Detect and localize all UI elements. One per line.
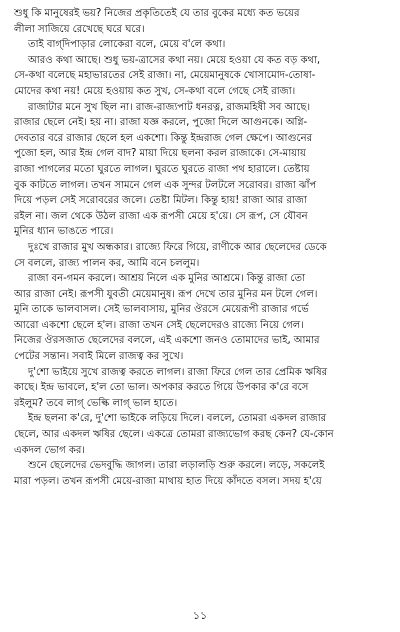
text-line: রইলুম? তবে লাগ্‌ ভেল্কি লাগ্‌ ভাল হাতে। bbox=[14, 397, 178, 409]
text-line: মোদের কথা নয়! মেয়ে হওয়ায় কত সুখ, সে-কথা বলে গেছে সেই রাজা। bbox=[14, 85, 296, 97]
text-line: রাজাটার মনে সুখ ছিল না। রাজ-রাজ্যপাট ধনরত্ন, রাজমহিষী সব আছে। bbox=[28, 101, 311, 113]
text-line: আর রাজা নেই। রূপসী যুবতী মেয়েমানুষ। রূপ দেখে তার মুনির মন টলে গেল। bbox=[14, 288, 318, 300]
text-line: রাজা বন-গমন করলে। আশ্রয় নিলে এক মুনির আশ্রমে। কিন্তু রাজা তো bbox=[28, 273, 306, 285]
text-line: পেটের সন্তান। সবাই মিলে রাজত্ব কর সুখে। bbox=[14, 351, 184, 363]
text-line: বুক কাটতে লাগল। তখন সামনে গেল এক সুন্দর টলটলে সরোবর। রাজা ঝাঁপ bbox=[14, 179, 317, 191]
text-line: পুজো হল, আর ইন্দ্র গেল বাদ? মায়া দিয়ে ছলনা করল রাজাকে। সে-মায়ায় bbox=[14, 148, 306, 160]
text-line: আরও কথা আছে। শুধু ভয়-ত্রাসের কথা নয়। মেয়ে হওয়া যে কত বড় কথা, bbox=[28, 54, 321, 66]
text-line: রইল না। জল থেকে উঠল রাজা এক রূপসী মেয়ে হ'য়ে। সে রূপ, সে যৌবন bbox=[14, 210, 308, 222]
text-line: দেবতার বরে রাজার ছেলে হল একশো। কিন্তু ইন্দ্ররাজ গেল ক্ষেপে। আগুনের bbox=[14, 132, 313, 144]
text-line: রাজা পাগলের মতো ঘুরতে লাগল। ঘুরতে ঘুরতে রাজা পথ হারালে। তেষ্টায় bbox=[14, 163, 310, 175]
text-line: শুনে ছেলেদের ভেদবুদ্ধি জাগল। তারা লড়ালড়ি শুরু করলে। লড়ে, সকলেই bbox=[28, 460, 325, 472]
text-line: সে বললে, রাজ্য পালন কর, আমি বনে চললুম। bbox=[14, 257, 200, 269]
body-text bbox=[14, 6, 386, 489]
text-line: ইন্দ্র ছলনা ক'রে, দু'শো ভাইকে লড়িয়ে দিলে। বললে, তোমরা একদল রাজার bbox=[28, 413, 327, 425]
text-line: মুনির ধ্যান ভাঙতে পারে। bbox=[14, 226, 114, 238]
page-number: ১১ bbox=[192, 609, 208, 622]
text-line: মুনি তাকে ভালবাসল। সেই ভালবাসায়, মুনির ঔরসে মেয়েরূপী রাজার গর্ভে bbox=[14, 304, 309, 316]
text-line: লীলা সাজিয়ে রেখেছে ঘরে ঘরে। bbox=[14, 23, 145, 35]
text-line: একদল ভোগ কর। bbox=[14, 444, 85, 456]
text-line: কাছে। ইন্দ্র ভাবলে, হ'ল তো ভাল। অপকার করতে গিয়ে উপকার ক'রে বসে bbox=[14, 382, 309, 394]
text-line: দিয়ে পড়ল সেই সরোবরের জলে। তেষ্টা মিটল। কিন্তু হায়! রাজা আর রাজা bbox=[14, 195, 307, 207]
text-line: ছেলে, আর একদল ঋষির ছেলে। একত্রে তোমরা রাজ্যভোগ করছ কেন? যে-কোন bbox=[14, 429, 334, 441]
text-line: নিজের ঔরসজাত ছেলেদের বললে, এই একশো জনও তোমাদের ভাই, আমার bbox=[14, 335, 320, 347]
text-line: মারা পড়ল। তখন রূপসী মেয়ে-রাজা মাথায় হাত দিয়ে কাঁদতে বসল। সদয় হ'য়ে bbox=[14, 475, 322, 487]
text-line: দু'শো ভাইয়ে সুখে রাজত্ব করতে লাগল। রাজা ফিরে গেল তার প্রেমিক ঋষির bbox=[28, 366, 328, 378]
text-line: সে-কথা বলেছে মহাভারতের সেই রাজা। না, মেয়েমানুষকে খোসামোদ-তোষা- bbox=[14, 70, 316, 82]
text-line: তাই বাগ্‌দিপাড়ার লোকেরা বলে, মেয়ে ব'লে কথা। bbox=[28, 39, 226, 51]
text-line: আরো একশো ছেলে হ'ল। রাজা তখন সেই ছেলেদেরও রাজ্যে নিয়ে গেল। bbox=[14, 319, 304, 331]
text-line: শুধু কি মানুষেরই ভয়? নিজের প্রকৃতিতেই যে তার বুকের মধ্যে কত ভয়ের bbox=[14, 8, 300, 19]
text-line: দুঃখে রাজার মুখ অন্ধকার। রাজ্যে ফিরে গিয়ে, রাণীকে আর ছেলেদের ডেকে bbox=[28, 241, 327, 253]
text-line: রাজার ছেলে নেই। হয় না। রাজা যজ্ঞ করলে, পুজো দিলে আগুনকে। অগ্নি- bbox=[14, 117, 308, 129]
